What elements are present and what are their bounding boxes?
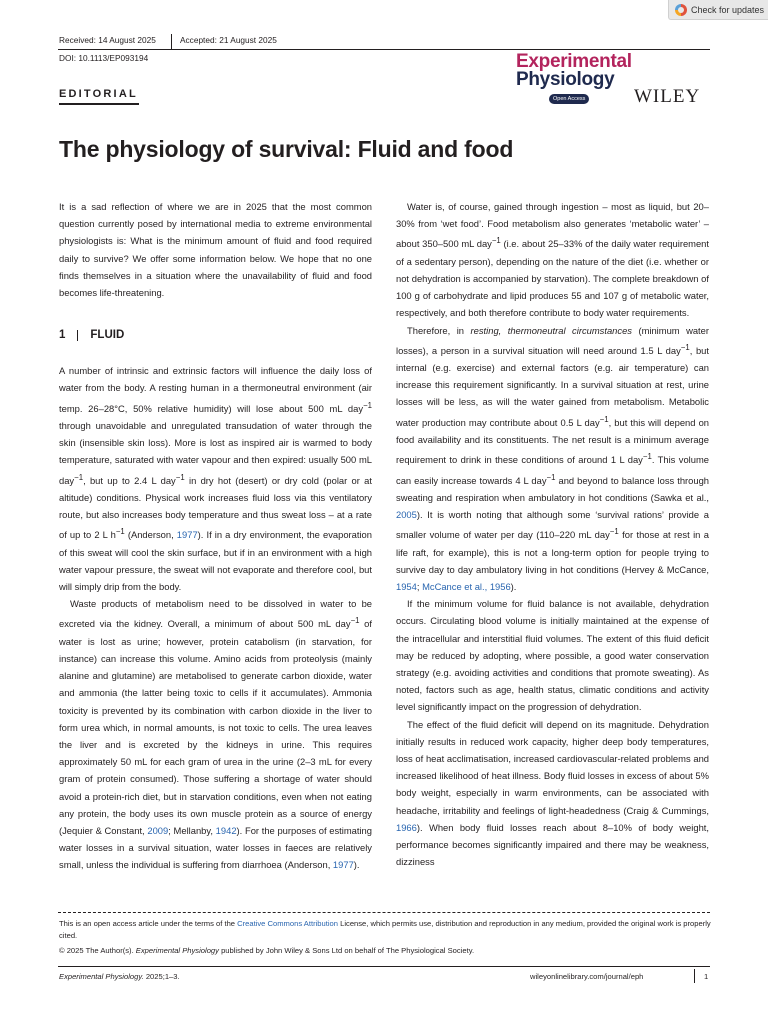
paragraph-water-gain: Water is, of course, gained through ingestion – most as liquid, but 20–30% from ‘wet food’. Food metabolism also generates ‘metabolic water’ – about 350–500 mL day$^{-1}$ (i.e. about 25–33% of the daily water requirement of a sedentary person), depending on the nature of the diet (i.e. whether or not dehydration is accompanied by starvation). The complete breakdown of 100 g of carbohydrate and lipid produces 55 and 107 g of metabolic water, respectively, and both therefore contribute to body water requirements. <box>396 201 709 319</box>
footnote-divider <box>58 912 710 913</box>
journal-url-link[interactable]: wileyonlinelibrary.com/journal/eph <box>530 972 644 981</box>
open-access-badge: Open Access <box>549 94 589 104</box>
page-number: 1 <box>704 972 709 981</box>
article-type: EDITORIAL <box>59 88 138 100</box>
check-for-updates-button[interactable] <box>668 0 768 20</box>
section-heading <box>59 327 372 344</box>
paragraph-waste-products: Waste products of metabolism need to be dissolved in water to be excreted via the kidney. Overall, a minimum of about 500 mL day$^{-1}$ of water is lost as urine; however, protein catabolism (in starvation, for instance) can increase this volume. Amino acids from proteolysis (mainly alanine and glutamine) are metabolised to generate carbon dioxide, water and ammonia (the latter being toxic to cells if it accumulates). Ammonia toxicity is prevented by its combination with carbon dioxide in the liver to form urea which, in normal amounts, is not toxic to cells. The urea leaves the liver and is excreted by the kidneys in urine. This requires approximately 50 mL for each gram of urea in the urine (2–3 mL for every gram of protein consumed). Those suffering a shortage of water should avoid a protein-rich diet, but in starvation conditions, even when not eating any protein, the body uses its own muscle protein as a source of energy (Jequier & Constant, 2009; Mellanby, 1942). For the purposes of estimating water losses in a survival situation, water losses in faeces are relatively small, unless the individual is suffering from diarrhoea (Anderson, 1977). <box>59 598 372 871</box>
header-divider <box>171 34 172 50</box>
paragraph-dehydration: If the minimum volume for fluid balance is not available, dehydration occurs. Circulating blood volume is initially maintained at the expense of the intracellular and interstitial fluid volumes. The extent of this fluid deficit may be reduced by adopting, where possible, a good water conservation strategy (e.g. avoiding activities and conditions that promote sweating). As noted, factors such as age, health status, climatic conditions and activity level significantly impact on the progression of dehydration. <box>396 598 709 713</box>
citation-link[interactable]: 1966 <box>396 821 417 833</box>
citation-link[interactable]: 1977 <box>332 859 354 871</box>
right-column <box>396 198 709 870</box>
citation-link[interactable]: 1977 <box>176 529 198 541</box>
journal-logo-experimental: Experimental <box>516 51 632 72</box>
citation-link[interactable]: 2005 <box>396 509 417 521</box>
journal-logo-physiology: Physiology <box>516 69 615 90</box>
copyright-note: © 2025 The Author(s). Experimental Physiology published by John Wiley & Sons Ltd on behalf of The Physiological Society. <box>59 946 475 955</box>
citation-link[interactable]: 1942 <box>215 825 237 836</box>
license-note: This is an open access article under the terms of the Creative Commons Attribution License, which permits use, distribution and reproduction in any medium, provided the original work is properly cited. <box>59 919 711 940</box>
header-rule <box>58 49 710 50</box>
paragraph-requirements: Therefore, in resting, thermoneutral circumstances (minimum water losses), a person in a survival situation will need around 1.5 L day$^{-1}$, but internal (e.g. exercise) and external factors (e.g. air temperature) can increase this requirement significantly. In a survival situation at rest, urine losses will be less, as will the water gained from metabolism. Metabolic water production may contribute about 0.5 L day$^{-1}$, but this will depend on food availability and its constituents. The net result is a minimum average requirement to drink in these conditions of around 1 L day$^{-1}$. This volume can easily increase towards 4 L day$^{-1}$ and beyond to balance loss through sweating and respiration when ambulatory in hot conditions (Sawka et al., 2005). It is worth noting that although some ‘survival rations’ provide a smaller volume of water per day (110–220 mL day$^{-1}$ for those at rest in a life raft, for example), this is not a long-term option for people trying to survive day to day ambulatory living in hot conditions (Hervey & McCance, 1954; McCance et al., 1956). <box>396 324 710 593</box>
doi: DOI: 10.1113/EP093194 <box>59 53 149 63</box>
license-link[interactable]: Creative Commons Attribution <box>237 919 338 928</box>
journal-citation: Experimental Physiology. 2025;1–3. <box>59 972 180 981</box>
section-title: FLUID <box>90 329 125 342</box>
paragraph-fluid-deficit: The effect of the fluid deficit will depend on its magnitude. Dehydration initially results in reduced work capacity, higher deep body temperatures, loss of heat acclimatisation, increased cardiovascular-related problems and increased likelihood of heat illness. Body fluid losses in excess of about 5% body weight, especially in warm environments, can be associated with headache, irritability and feelings of light-headedness (Craig & Cummings, 1966). When body fluid losses reach about 8–10% of body weight, performance becomes significantly impaired and there may be weakness, dizziness <box>396 718 709 868</box>
section-number: 1 <box>59 329 66 342</box>
crossmark-icon <box>675 4 687 16</box>
section-divider <box>77 330 78 341</box>
citation-link[interactable]: McCance et al., 1956 <box>422 581 511 593</box>
publisher-logo: WILEY <box>634 86 701 107</box>
article-title: The physiology of survival: Fluid and food <box>59 136 514 162</box>
paragraph-fluid-losses: A number of intrinsic and extrinsic factors will influence the daily loss of water from the body. A resting human in a thermoneutral environment (air temp. 26–28°C, 50% relative humidity) will lose about 500 mL day$^{-1}$ through unavoidable and unregulated transudation of water through the skin (insensible skin loss). More is lost as inspired air is warmed to body temperature, saturated with water vapour and then expired: usually 500 mL day$^{-1}$, but up to 2.4 L day$^{-1}$ in dry hot (desert) or dry cold (polar or at altitude) conditions. Physical work increases fluid loss via this ventilatory route, but also increases body temperature and thus sweat loss – at a rate of up to 2 L $h^{-1}$ (Anderson, 1977). If in a dry environment, the evaporation of this sweat will cool the skin surface, but if in an environment with a high water vapour pressure, the sweat will not evaporate and therefore cool, but will simply drip from the body. <box>59 365 372 593</box>
article-type-rule <box>59 103 139 105</box>
citation-link[interactable]: 1954 <box>396 581 417 593</box>
intro-paragraph: It is a sad reflection of where we are in 2025 that the most common question currently posed by international media to extreme environmental physiologists is: What is the minimum amount of fluid and food required daily to survive? We offer some information below. We hope that no one finds themselves in a situation where the unavailability of fluid and food becomes life-threatening. <box>59 201 372 299</box>
left-column <box>59 198 372 874</box>
citation-link[interactable]: 2009 <box>147 825 169 836</box>
footer-rule <box>58 966 710 967</box>
accepted-date: Accepted: 21 August 2025 <box>180 35 277 45</box>
received-date: Received: 14 August 2025 <box>59 35 156 45</box>
page-number-divider <box>694 969 695 983</box>
check-for-updates-label: Check for updates <box>691 4 765 15</box>
